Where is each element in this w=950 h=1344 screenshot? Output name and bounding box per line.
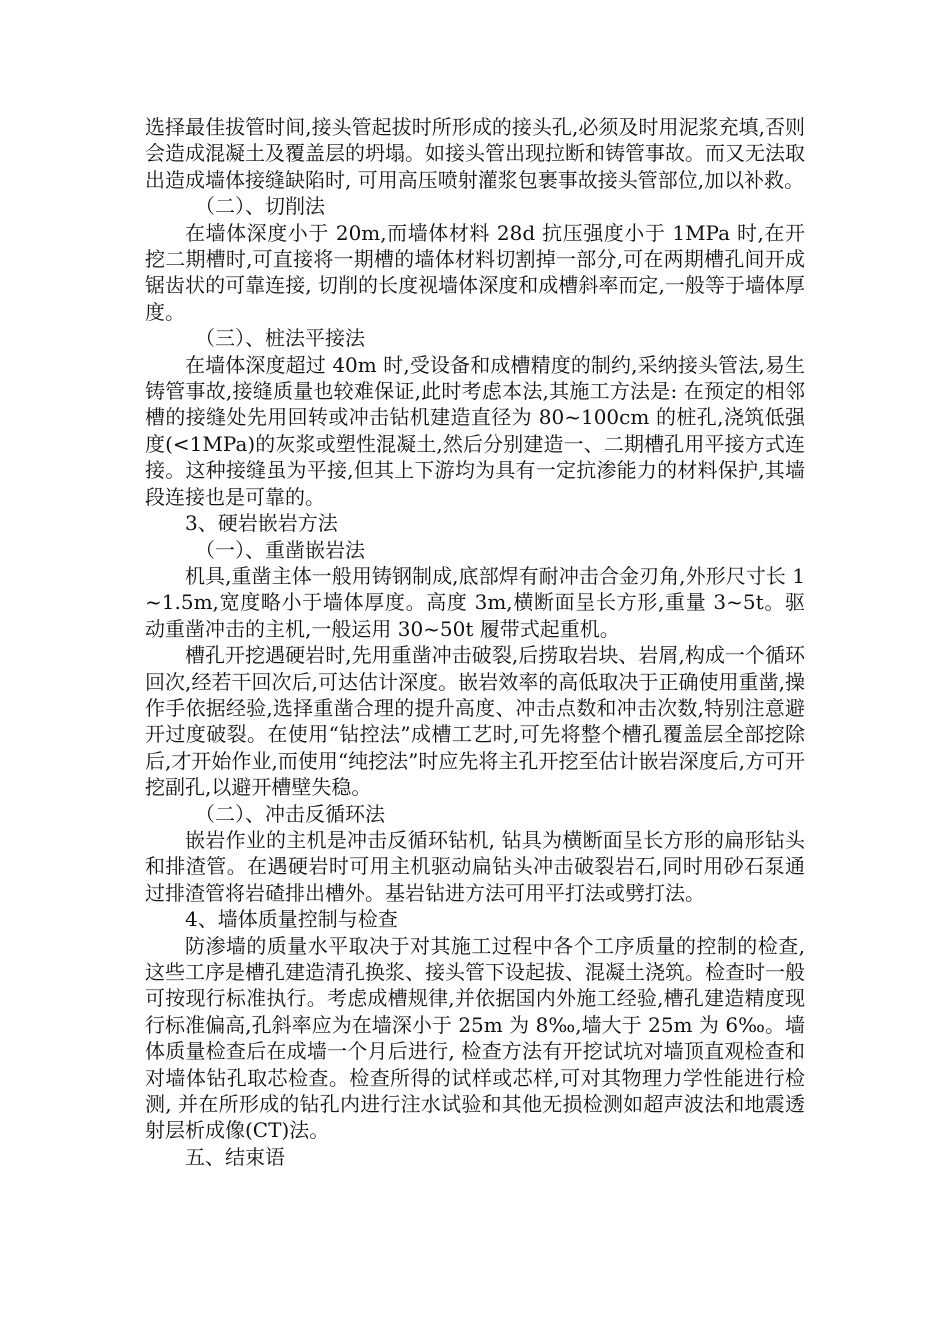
paragraph-pile-flat-joint: 在墙体深度超过 40m 时,受设备和成槽精度的制约,采纳接头管法,易生铸管事故,接缝质量也较难保证,此时考虑本法,其施工方法是: 在预定的相邻槽的接缝处先用回转或冲击钻机建造直径为 80~100cm 的桩孔,浇筑低强度(<1MPa)的灰浆或塑性混凝土,然后分别建造一、二期槽孔用平接方式连接。这种接缝虽为平接,但其上下游均为具有一定抗渗能力的材料保护,其墙段连接也是可靠的。 — [145, 352, 805, 509]
paragraph-heavy-chisel-tools: 机具,重凿主体一般用铸钢制成,底部焊有耐冲击合金刃角,外形尺寸长 1~1.5m,宽度略小于墙体厚度。高度 3m,横断面呈长方形,重量 3~5t。驱动重凿冲击的主机,一般运用 30~50t 履带式起重机。 — [145, 563, 805, 641]
document-page — [145, 114, 805, 1170]
subheading-pile-flat-joint: （三）、桩法平接法 — [195, 326, 365, 351]
subheading-reverse-circulation: （二）、冲击反循环法 — [195, 801, 385, 826]
paragraph-reverse-circulation: 嵌岩作业的主机是冲击反循环钻机, 钻具为横断面呈长方形的扁形钻头和排渣管。在遇硬岩时可用主机驱动扁钻头冲击破裂岩石,同时用砂石泵通过排渣管将岩碴排出槽外。基岩钻进方法可用平打法或劈打法。 — [145, 827, 805, 905]
paragraph-cutting-method: 在墙体深度小于 20m,而墙体材料 28d 抗压强度小于 1MPa 时,在开挖二期槽时,可直接将一期槽的墙体材料切割掉一部分,可在两期槽孔间开成锯齿状的可靠连接, 切削的长度视墙体深度和成槽斜率而定,一般等于墙体厚度。 — [145, 220, 805, 324]
subheading-cutting-method: （二）、切削法 — [195, 194, 325, 219]
paragraph-quality-control: 防渗墙的质量水平取决于对其施工过程中各个工序质量的控制的检查,这些工序是槽孔建造清孔换浆、接头管下设起拔、混凝土浇筑。检查时一般可按现行标准执行。考虑成槽规律,并依据国内外施工经验,槽孔建造精度现行标准偏高,孔斜率应为在墙深小于 25m 为 8‰,墙大于 25m 为 6‰。墙体质量检查后在成墙一个月后进行, 检查方法有开挖试坑对墙顶直观检查和对墙体钻孔取芯检查。检查所得的试样或芯样,可对其物理力学性能进行检测, 并在所形成的钻孔内进行注水试验和其他无损检测如超声波法和地震透射层析成像(CT)法。 — [145, 933, 805, 1143]
paragraph-continuation: 选择最佳拔管时间,接头管起拔时所形成的接头孔,必须及时用泥浆充填,否则会造成混凝土及覆盖层的坍塌。如接头管出现拉断和铸管事故。而又无法取出造成墙体接缝缺陷时, 可用高压喷射灌浆包裹事故接头管部位,加以补救。 — [145, 115, 805, 192]
subheading-heavy-chisel: （一）、重凿嵌岩法 — [195, 537, 365, 562]
paragraph-heavy-chisel-process: 槽孔开挖遇硬岩时,先用重凿冲击破裂,后捞取岩块、岩屑,构成一个循环回次,经若干回次后,可达估计深度。嵌岩效率的高低取决于正确使用重凿,操作手依据经验,选择重凿合理的提升高度、冲击点数和冲击次数,特别注意避开过度破裂。在使用“钻控法”成槽工艺时,可先将整个槽孔覆盖层全部挖除后,才开始作业,而使用“纯挖法”时应先将主孔开挖至估计嵌岩深度后,方可开挖副孔,以避开槽壁失稳。 — [145, 643, 805, 800]
section-heading-quality-control: 4、墙体质量控制与检查 — [185, 907, 398, 932]
section-heading-hard-rock: 3、硬岩嵌岩方法 — [185, 511, 338, 536]
section-heading-conclusion: 五、结束语 — [185, 1144, 285, 1169]
